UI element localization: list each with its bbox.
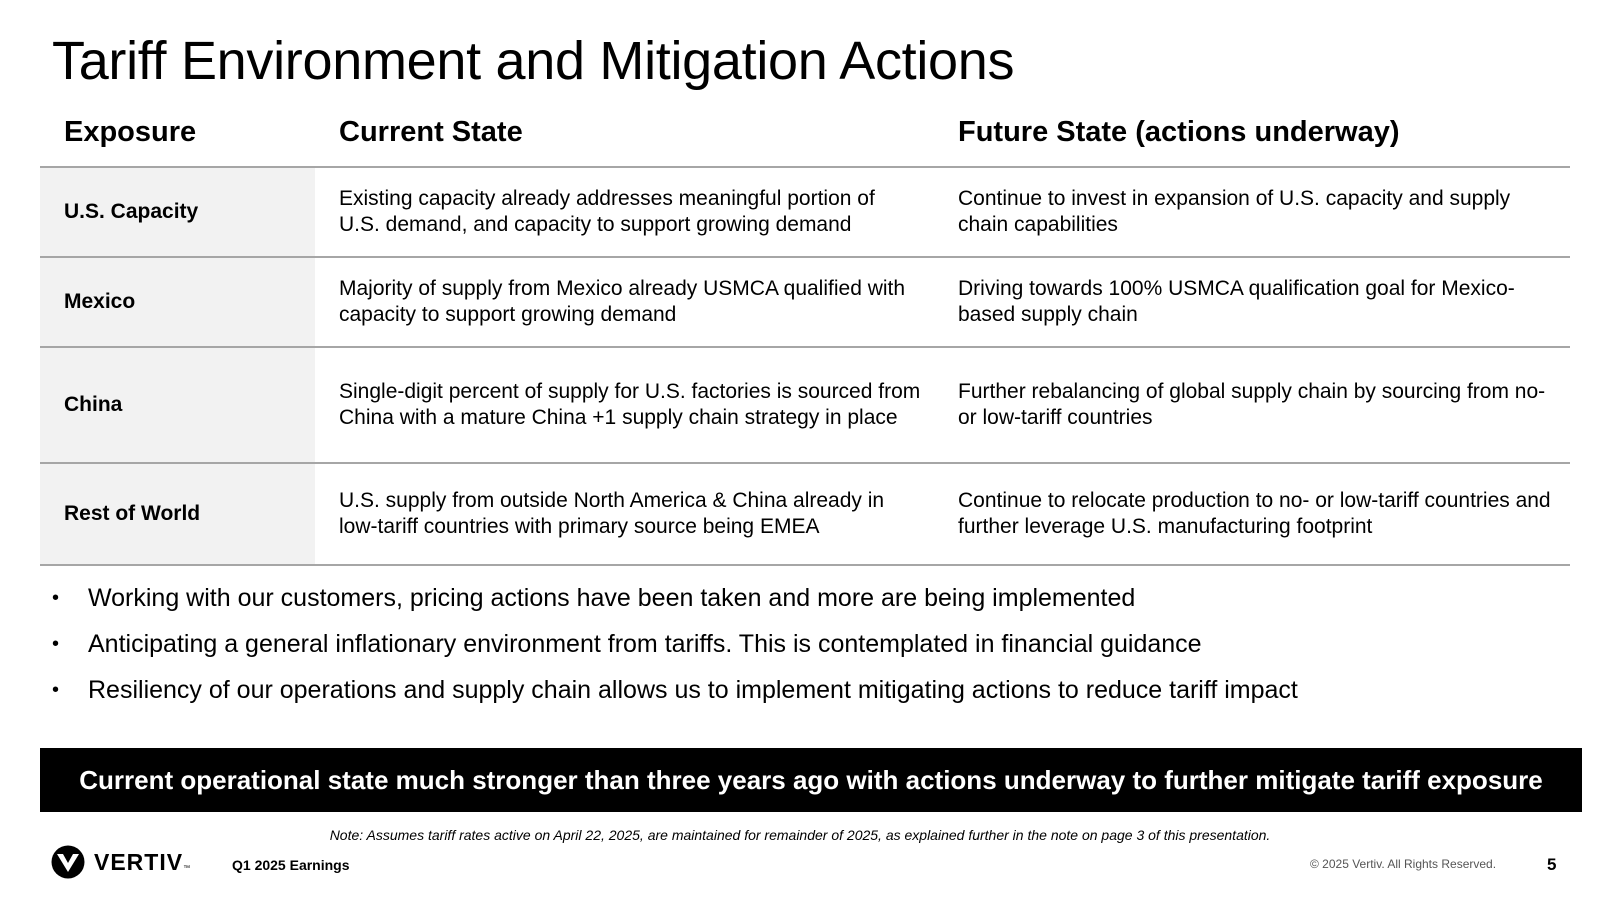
bullet-text: Resiliency of our operations and supply chain allows us to implement mitigating actions to reduce tariff impact [88,675,1298,704]
list-item [52,575,1552,621]
bullet-icon: • [52,632,60,655]
header-current-state: Current State [339,116,523,148]
logo-text: VERTIV [94,848,184,875]
footnote: Note: Assumes tariff rates active on April 22, 2025, are maintained for remainder of 2025, as explained further in the note on page 3 of this presentation. [329,827,1271,843]
header-future-state: Future State (actions underway) [958,116,1400,148]
table-row [40,258,1570,348]
future-state-cell: Continue to invest in expansion of U.S. capacity and supply chain capabilities [958,187,1511,236]
list-item [52,667,1552,713]
exposure-cell: Mexico [40,258,315,346]
summary-banner: Current operational state much stronger than three years ago with actions underway to further mitigate tariff exposure [40,748,1582,812]
table-header [40,108,1570,168]
page-number: 5 [1547,855,1557,874]
table-row [40,168,1570,258]
bullet-text: Working with our customers, pricing actions have been taken and more are being implemented [88,583,1136,612]
exposure-cell: China [40,348,315,462]
page-title: Tariff Environment and Mitigation Actions [52,31,1015,91]
logo-trademark: ™ [183,864,191,872]
exposure-table [40,108,1570,566]
table-row [40,464,1570,566]
copyright: © 2025 Vertiv. All Rights Reserved. [1310,857,1497,871]
vertiv-logo [50,845,190,879]
bullet-text: Anticipating a general inflationary environment from tariffs. This is contemplated in financial guidance [88,629,1202,658]
future-state-cell: Further rebalancing of global supply chain by sourcing from no- or low-tariff countries [958,380,1546,429]
future-state-cell: Continue to relocate production to no- or low-tariff countries and further leverage U.S. manufacturing footprint [958,489,1551,538]
list-item [52,621,1552,667]
current-state-cell: Majority of supply from Mexico already USMCA qualified with capacity to support growing demand [339,277,906,326]
table-row [40,348,1570,464]
future-state-cell: Driving towards 100% USMCA qualification goal for Mexico-based supply chain [958,277,1515,326]
earnings-label: Q1 2025 Earnings [232,857,350,873]
current-state-cell: Existing capacity already addresses meaningful portion of U.S. demand, and capacity to support growing demand [339,187,875,236]
bullet-list [52,575,1552,713]
header-exposure: Exposure [64,116,197,148]
current-state-cell: U.S. supply from outside North America & China already in low-tariff countries with primary source being EMEA [339,489,885,538]
exposure-cell: U.S. Capacity [40,168,315,256]
bullet-icon: • [52,678,60,701]
current-state-cell: Single-digit percent of supply for U.S. factories is sourced from China with a mature China +1 supply chain strategy in place [339,380,921,429]
vertiv-logo-icon [50,845,86,879]
bullet-icon: • [52,586,60,609]
exposure-cell: Rest of World [40,464,315,564]
